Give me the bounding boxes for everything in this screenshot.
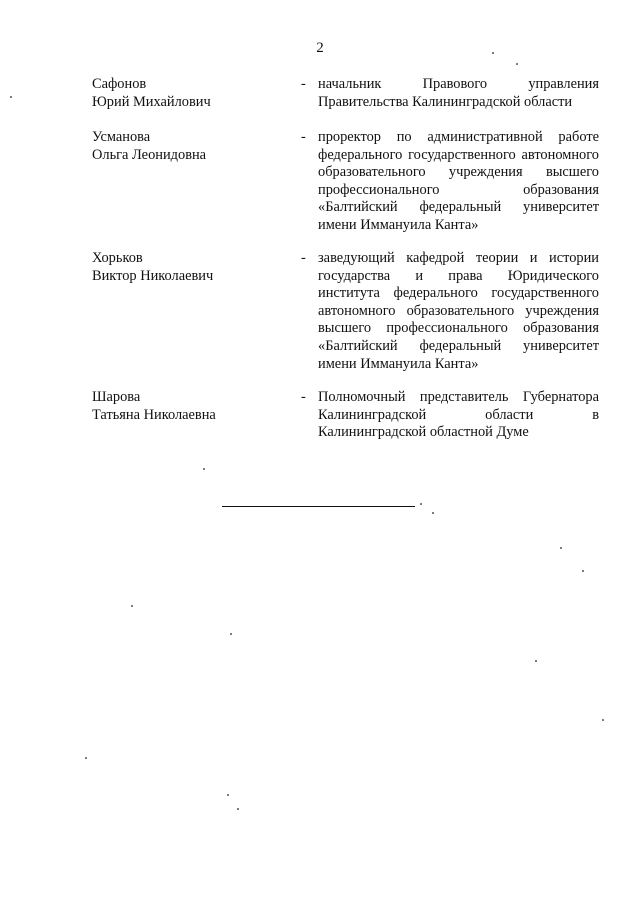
page-number: 2: [316, 40, 324, 56]
scan-speck: [203, 468, 205, 470]
member-given-names: Ольга Леонидовна: [92, 146, 207, 163]
dash-separator: -: [301, 129, 306, 145]
scan-speck: [560, 547, 562, 549]
scan-speck: [420, 503, 422, 505]
member-position: проректор по административной работе федерального государственного автономного образовательного учреждения высшего профессионального образования «Балтийский федеральный университет имени Иммануила Канта»: [318, 129, 599, 233]
scan-speck: [535, 660, 537, 662]
scan-speck: [602, 719, 604, 721]
member-name: [92, 389, 282, 424]
member-surname: Шарова: [92, 389, 141, 405]
scan-speck: [10, 96, 12, 98]
closing-rule: [222, 506, 415, 507]
scan-speck: [227, 794, 229, 796]
scan-speck: [516, 63, 518, 65]
member-surname: Хорьков: [92, 250, 143, 266]
scan-speck: [237, 808, 239, 810]
dash-separator: -: [301, 250, 306, 266]
member-position: начальник Правового управления Правительства Калининградской области: [318, 76, 599, 110]
scan-speck: [582, 570, 584, 572]
member-position: Полномочный представитель Губернатора Калининградской области в Калининградской областной Думе: [318, 389, 599, 441]
scan-speck: [85, 757, 87, 759]
scan-speck: [492, 52, 494, 54]
member-given-names: Виктор Николаевич: [92, 267, 214, 284]
dash-separator: -: [301, 389, 306, 405]
member-name: [92, 76, 282, 111]
member-name: [92, 250, 282, 285]
member-name: [92, 129, 282, 164]
member-given-names: Юрий Михайлович: [92, 93, 211, 110]
scan-speck: [230, 633, 232, 635]
member-surname: Сафонов: [92, 76, 147, 92]
scan-speck: [432, 512, 434, 514]
dash-separator: -: [301, 76, 306, 92]
member-surname: Усманова: [92, 129, 151, 145]
member-given-names: Татьяна Николаевна: [92, 406, 216, 423]
scan-speck: [131, 605, 133, 607]
member-position: заведующий кафедрой теории и истории государства и права Юридического института федерального государственного автономного образовательного учреждения высшего профессионального образования «Балтийский федеральный университет имени Иммануила Канта»: [318, 250, 599, 372]
